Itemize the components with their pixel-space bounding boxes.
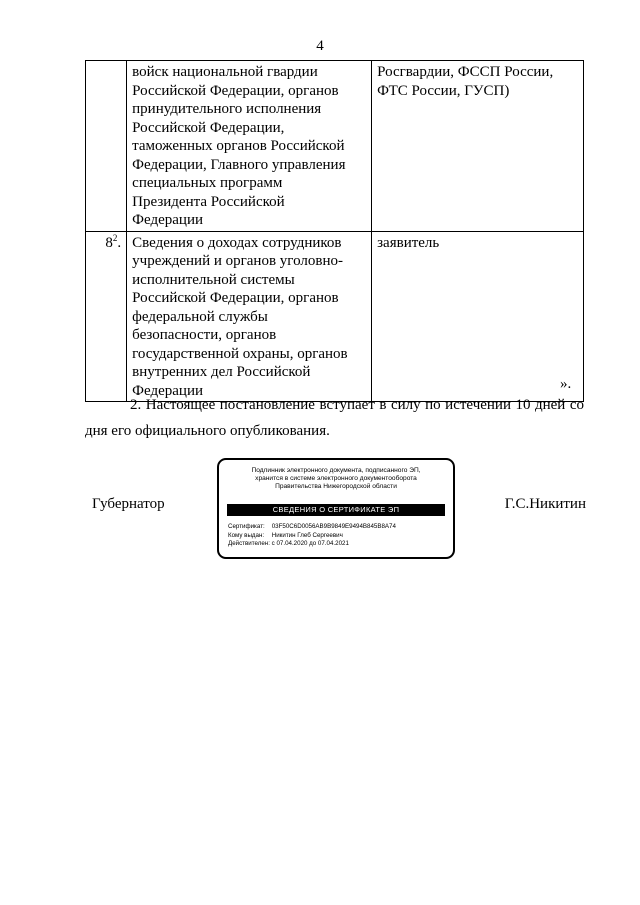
document-table — [85, 60, 584, 402]
row-number: 8 — [105, 234, 113, 251]
validity-text: Действителен: с 07.04.2020 до 07.04.2021 — [228, 540, 349, 547]
description-line: федеральной службы — [132, 308, 268, 325]
description-line: Российской Федерации, органов — [132, 82, 339, 99]
description-line: учреждений и органов уголовно- — [132, 253, 343, 269]
description-line: исполнительной системы — [132, 271, 295, 288]
description-line: принудительного исполнения — [132, 101, 322, 117]
stamp-title-bar: СВЕДЕНИЯ О СЕРТИФИКАТЕ ЭП — [227, 504, 445, 516]
description-line: Российской Федерации, — [132, 119, 285, 136]
row-number-dot: . — [117, 234, 122, 251]
description-line: государственной охраны, органов — [132, 345, 348, 362]
certificate-label: Сертификат: — [228, 523, 265, 530]
stamp-header-line: хранится в системе электронного документооборота — [255, 475, 417, 482]
description-line: Сведения о доходах сотрудников — [132, 234, 342, 251]
provider-cell — [372, 61, 584, 232]
stamp-details — [228, 523, 396, 549]
description-line: таможенных органов Российской — [132, 138, 345, 154]
signature-block — [0, 456, 640, 562]
description-line: безопасности, органов — [132, 327, 277, 343]
provider-cell — [372, 231, 584, 402]
description-line: Президента Российской — [132, 193, 285, 210]
body-paragraph: 2. Настоящее постановление вступает в силу по истечении 10 дней со дня его официального опубликования. — [85, 397, 584, 439]
table-row — [86, 61, 584, 232]
electronic-signature-stamp — [217, 458, 455, 559]
stamp-header — [219, 467, 453, 491]
description-line: Федерации — [132, 382, 203, 399]
signatory-title: Губернатор — [92, 496, 165, 512]
certificate-value: 03F50C6D0056AB9B9849E9494B845B8A74 — [271, 523, 396, 530]
description-cell — [127, 231, 372, 402]
validity-row — [228, 540, 396, 549]
description-line: специальных программ — [132, 175, 283, 191]
description-line: войск национальной гвардии — [132, 64, 318, 80]
description-line: Российской Федерации, органов — [132, 290, 339, 306]
stamp-header-line: Подлинник электронного документа, подписанного ЭП, — [251, 467, 421, 474]
issued-to-label: Кому выдан: — [228, 531, 265, 539]
certificate-row — [228, 523, 396, 532]
description-cell — [127, 61, 372, 232]
signatory-name: Г.С.Никитин — [504, 496, 586, 512]
provider-line: Росгвардии, ФССП России, — [377, 64, 554, 80]
issued-to-row — [228, 532, 396, 541]
row-number-cell — [86, 231, 127, 402]
description-line: Федерации, Главного управления — [132, 156, 346, 173]
issued-to-value: Никитин Глеб Сергеевич — [271, 531, 343, 539]
page-number: 4 — [316, 38, 324, 54]
table-row — [86, 231, 584, 402]
provider-line: заявитель — [377, 234, 440, 251]
closing-quote: ». — [560, 376, 572, 392]
description-line: внутренних дел Российской — [132, 364, 311, 380]
description-line: Федерации — [132, 212, 203, 228]
provider-line: ФТС России, ГУСП) — [377, 82, 510, 99]
row-number-superscript: 2 — [112, 232, 118, 243]
row-number-cell — [86, 61, 127, 232]
stamp-header-line: Правительства Нижегородской области — [275, 483, 397, 490]
